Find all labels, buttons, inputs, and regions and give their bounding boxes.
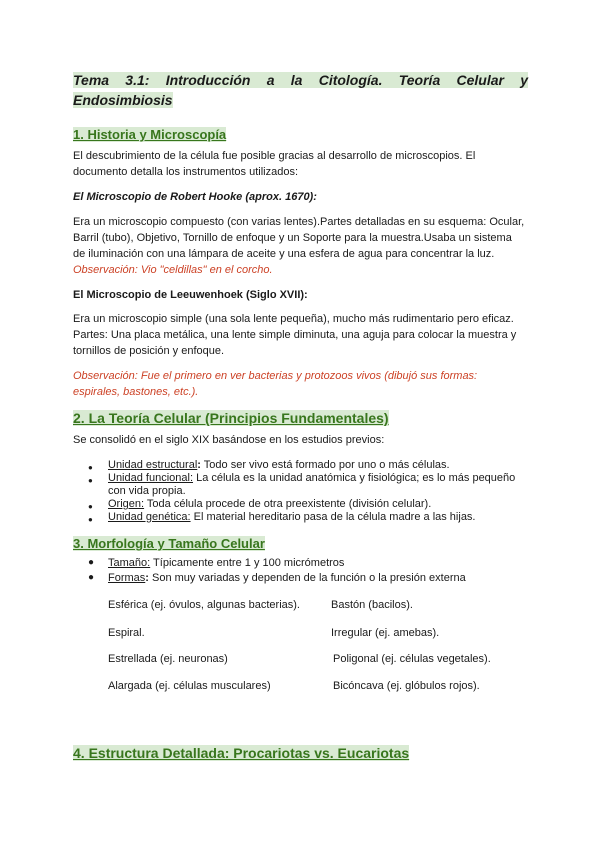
- document-title-cont: Endosimbiosis: [73, 92, 173, 108]
- bullet-icon: ●: [88, 463, 93, 472]
- section-1-intro: El descubrimiento de la célula fue posible gracias al desarrollo de microscopios. El documento detalla los instrumentos utilizados:: [73, 150, 476, 178]
- size-item: Tamaño: Típicamente entre 1 y 100 micrómetros: [108, 557, 345, 569]
- principle-item: Unidad funcional: La célula es la unidad anatómica y fisiológica; es lo más pequeño con vida propia.: [108, 472, 516, 497]
- hooke-description: Era un microscopio compuesto (con varias lentes).Partes detalladas en su esquema: Ocular, Barril (tubo), Objetivo, Tornillo de enfoque y un Soporte para la muestra.Usaba un sistema de iluminación con una lámpara de aceite y una esfera de agua para concentrar la luz. Observación: Vio "celdillas" en el corcho.: [73, 216, 525, 276]
- leeuwenhoek-observation: Observación: Fue el primero en ver bacterias y protozoos vivos (dibujó sus formas: espirales, bastones, etc.).: [73, 370, 478, 398]
- bullet-icon: ●: [88, 476, 93, 485]
- section-2-intro: Se consolidó en el siglo XIX basándose en los estudios previos:: [73, 434, 385, 446]
- forms-item: Formas: Son muy variadas y dependen de la función o la presión externa: [108, 572, 466, 584]
- section-4-heading: 4. Estructura Detallada: Procariotas vs. Eucariotas: [73, 745, 410, 761]
- shape-right: Bicóncava (ej. glóbulos rojos).: [333, 680, 480, 692]
- section-1-heading: 1. Historia y Microscopía: [73, 127, 227, 142]
- hooke-observation: Observación: Vio "celdillas" en el corcho.: [73, 264, 273, 276]
- shape-right: Irregular (ej. amebas).: [331, 627, 440, 639]
- section-2-heading: 2. La Teoría Celular (Principios Fundamentales): [73, 410, 389, 426]
- shape-left: Espiral.: [108, 627, 145, 639]
- shape-right: Bastón (bacilos).: [331, 599, 413, 611]
- principle-item: Origen: Toda célula procede de otra preexistente (división celular).: [108, 498, 432, 510]
- bullet-icon: ●: [88, 572, 95, 583]
- shape-right: Poligonal (ej. células vegetales).: [333, 653, 491, 665]
- principle-item: Unidad genética: El material hereditario pasa de la célula madre a las hijas.: [108, 511, 476, 523]
- shape-left: Estrellada (ej. neuronas): [108, 653, 228, 665]
- bullet-icon: ●: [88, 557, 95, 568]
- shape-left: Alargada (ej. células musculares): [108, 680, 271, 692]
- principle-item: Unidad estructural: Todo ser vivo está formado por uno o más células.: [108, 459, 450, 471]
- section-3-heading: 3. Morfología y Tamaño Celular: [73, 536, 265, 551]
- document-title: Tema 3.1: Introducción a la Citología. Teoría Celular y: [73, 72, 528, 88]
- leeuwenhoek-heading: El Microscopio de Leeuwenhoek (Siglo XVII):: [73, 289, 308, 301]
- bullet-icon: ●: [88, 502, 93, 511]
- hooke-heading: El Microscopio de Robert Hooke (aprox. 1670):: [73, 191, 317, 203]
- shape-left: Esférica (ej. óvulos, algunas bacterias).: [108, 599, 300, 611]
- leeuwenhoek-description: Era un microscopio simple (una sola lente pequeña), mucho más rudimentario pero eficaz. Partes: Una placa metálica, una lente simple diminuta, una aguja para colocar la muestra y tornillos de posición y enfoque.: [73, 313, 517, 357]
- bullet-icon: ●: [88, 515, 93, 524]
